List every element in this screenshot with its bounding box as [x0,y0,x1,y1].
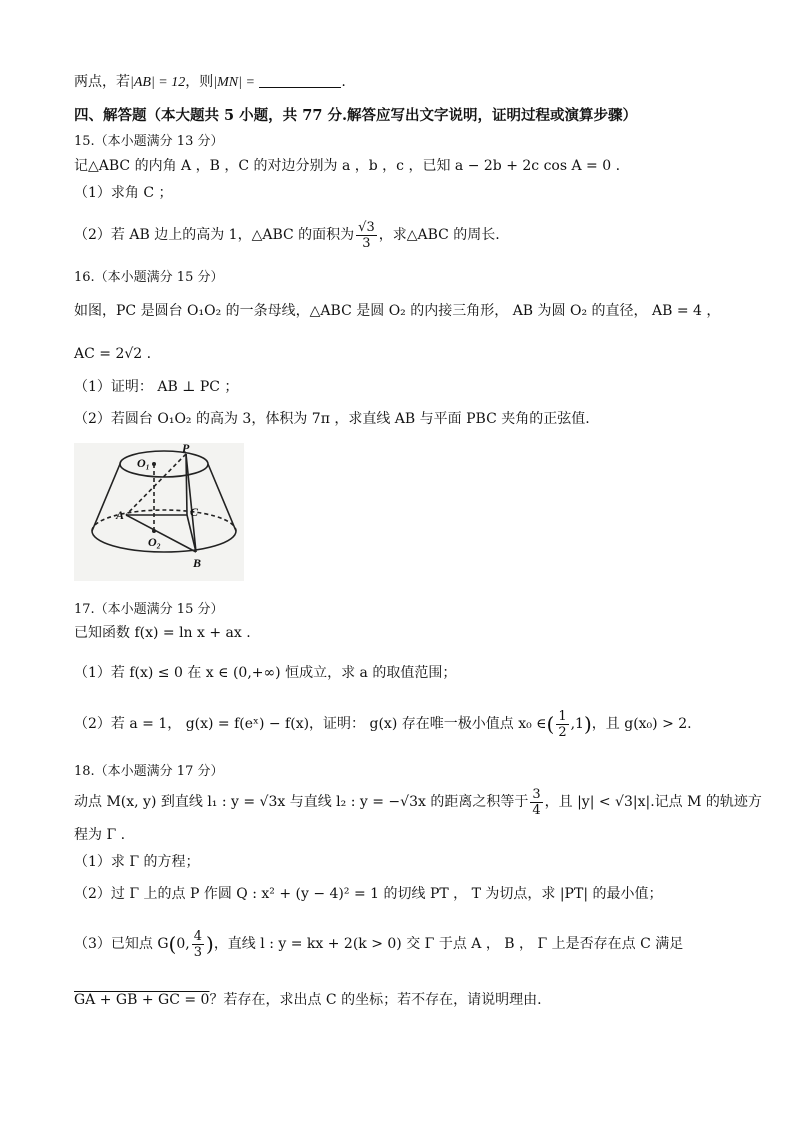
q3-text-a: （3）已知点 G [74,936,169,952]
bottom-circle-front [92,531,236,552]
problem-15-q2 [74,215,500,255]
point-O2 [152,529,156,533]
problem-18-q3-cont [74,991,542,1009]
problem-16-q2: （2）若圆台 O₁O₂ 的高为 3，体积为 7π ，求直线 AB 与平面 PBC 夹角的正弦值. [74,411,590,427]
fraction-denominator: 3 [193,944,202,960]
label-O1: O₁ [137,456,150,470]
fraction-numerator: 1 [558,708,567,724]
problem-17-q2 [74,704,692,744]
problem-17-stem: 已知函数 f(x) = ln x + ax . [74,625,251,641]
area-fraction [356,220,377,251]
problem-16-q1: （1）证明： AB ⊥ PC ； [74,379,239,395]
interval-fraction [556,709,568,740]
label-P: P [182,443,190,455]
line-end: . [341,74,346,90]
vector-sum: GA + GB + GC = 0 [74,992,210,1008]
question-expr: |MN| = [213,75,255,90]
fill-blank-line [74,73,346,92]
fraction-denominator: 4 [532,802,541,818]
problem-18-q3 [74,924,683,964]
point-fraction [192,929,204,960]
stem-text-a: 动点 M(x, y) 到直线 l₁ : y = √3x 与直线 l₂ : y = −√3x 的距离之积等于 [74,794,529,810]
q2-text-a: （2）若 AB 边上的高为 1，△ABC 的面积为 [74,227,355,243]
problem-18-stem-2: 程为 Γ . [74,827,126,843]
frustum-diagram [74,443,244,581]
segment-AB [126,515,196,552]
problem-16-stem-2: AC = 2√2 . [74,346,152,362]
problem-18-q1: （1）求 Γ 的方程； [74,854,200,870]
segment-PC [186,454,187,515]
fraction-numerator: 3 [532,786,541,802]
line-mid: ，则 [185,74,214,90]
problem-15-stem: 记△ABC 的内角 A ，B ，C 的对边分别为 a ，b ，c ，已知 a − 2b + 2c cos A = 0 . [74,158,621,174]
answer-blank [259,73,341,88]
q3-text-b: ，直线 l : y = kx + 2(k > 0) 交 Γ 于点 A ， B ， Γ 上是否存在点 C 满足 [213,936,684,952]
fraction-denominator: 2 [558,724,567,740]
interval-end: ,1 [570,716,584,732]
point-O1 [152,462,156,466]
problem-17-q1: （1）若 f(x) ≤ 0 在 x ∈ (0,+∞) 恒成立，求 a 的取值范围； [74,665,457,681]
label-O2: O₂ [148,535,161,549]
top-circle [120,451,208,477]
label-B: B [193,556,202,570]
frustum-figure [74,443,244,581]
problem-15-q1: （1）求角 C ； [74,185,173,201]
fraction-numerator: 4 [193,928,202,944]
paren-close: ) [206,932,214,956]
right-generatrix [208,464,236,531]
line-prefix: 两点，若 [74,74,130,90]
fraction-numerator: √3 [358,219,375,235]
fraction-denominator: 3 [362,235,371,251]
problem-18-number: 18.（本小题满分 17 分） [74,764,224,779]
q2-text-b: ，求△ABC 的周长. [378,227,500,243]
segment-PA [126,454,186,515]
label-C: C [190,505,199,519]
point-x: 0, [176,936,190,952]
q2-text-a: （2）若 a = 1， g(x) = f(eˣ) − f(x)，证明： g(x) 存在唯一极小值点 x₀ ∈ [74,716,547,732]
distance-fraction [530,787,542,818]
condition: |AB| = 12 [130,75,186,90]
paren-close: ) [583,712,592,736]
stem-text-b: ，且 |y| < √3|x|.记点 M 的轨迹方 [544,794,762,810]
problem-17-number: 17.（本小题满分 15 分） [74,602,224,617]
q2-text-c: ，且 g(x₀) > 2. [591,716,692,732]
problem-16-stem-1: 如图，PC 是圆台 O₁O₂ 的一条母线，△ABC 是圆 O₂ 的内接三角形， AB 为圆 O₂ 的直径， AB = 4 ， [74,303,721,319]
section-heading: 四、解答题（本大题共 5 小题，共 77 分.解答应写出文字说明，证明过程或演算步骤） [74,107,638,124]
problem-16-number: 16.（本小题满分 15 分） [74,270,224,285]
problem-18-q2: （2）过 Γ 上的点 P 作圆 Q : x² + (y − 4)² = 1 的切线 PT ， T 为切点，求 |PT| 的最小值； [74,886,663,902]
problem-15-number: 15.（本小题满分 13 分） [74,134,224,149]
problem-18-stem-1 [74,782,762,822]
bottom-circle-back [92,510,236,531]
q3-text-c: ？若存在，求出点 C 的坐标；若不存在，请说明理由. [209,992,542,1008]
paren-open: ( [546,712,555,736]
paren-open: ( [168,932,177,956]
label-A: A [116,508,125,522]
